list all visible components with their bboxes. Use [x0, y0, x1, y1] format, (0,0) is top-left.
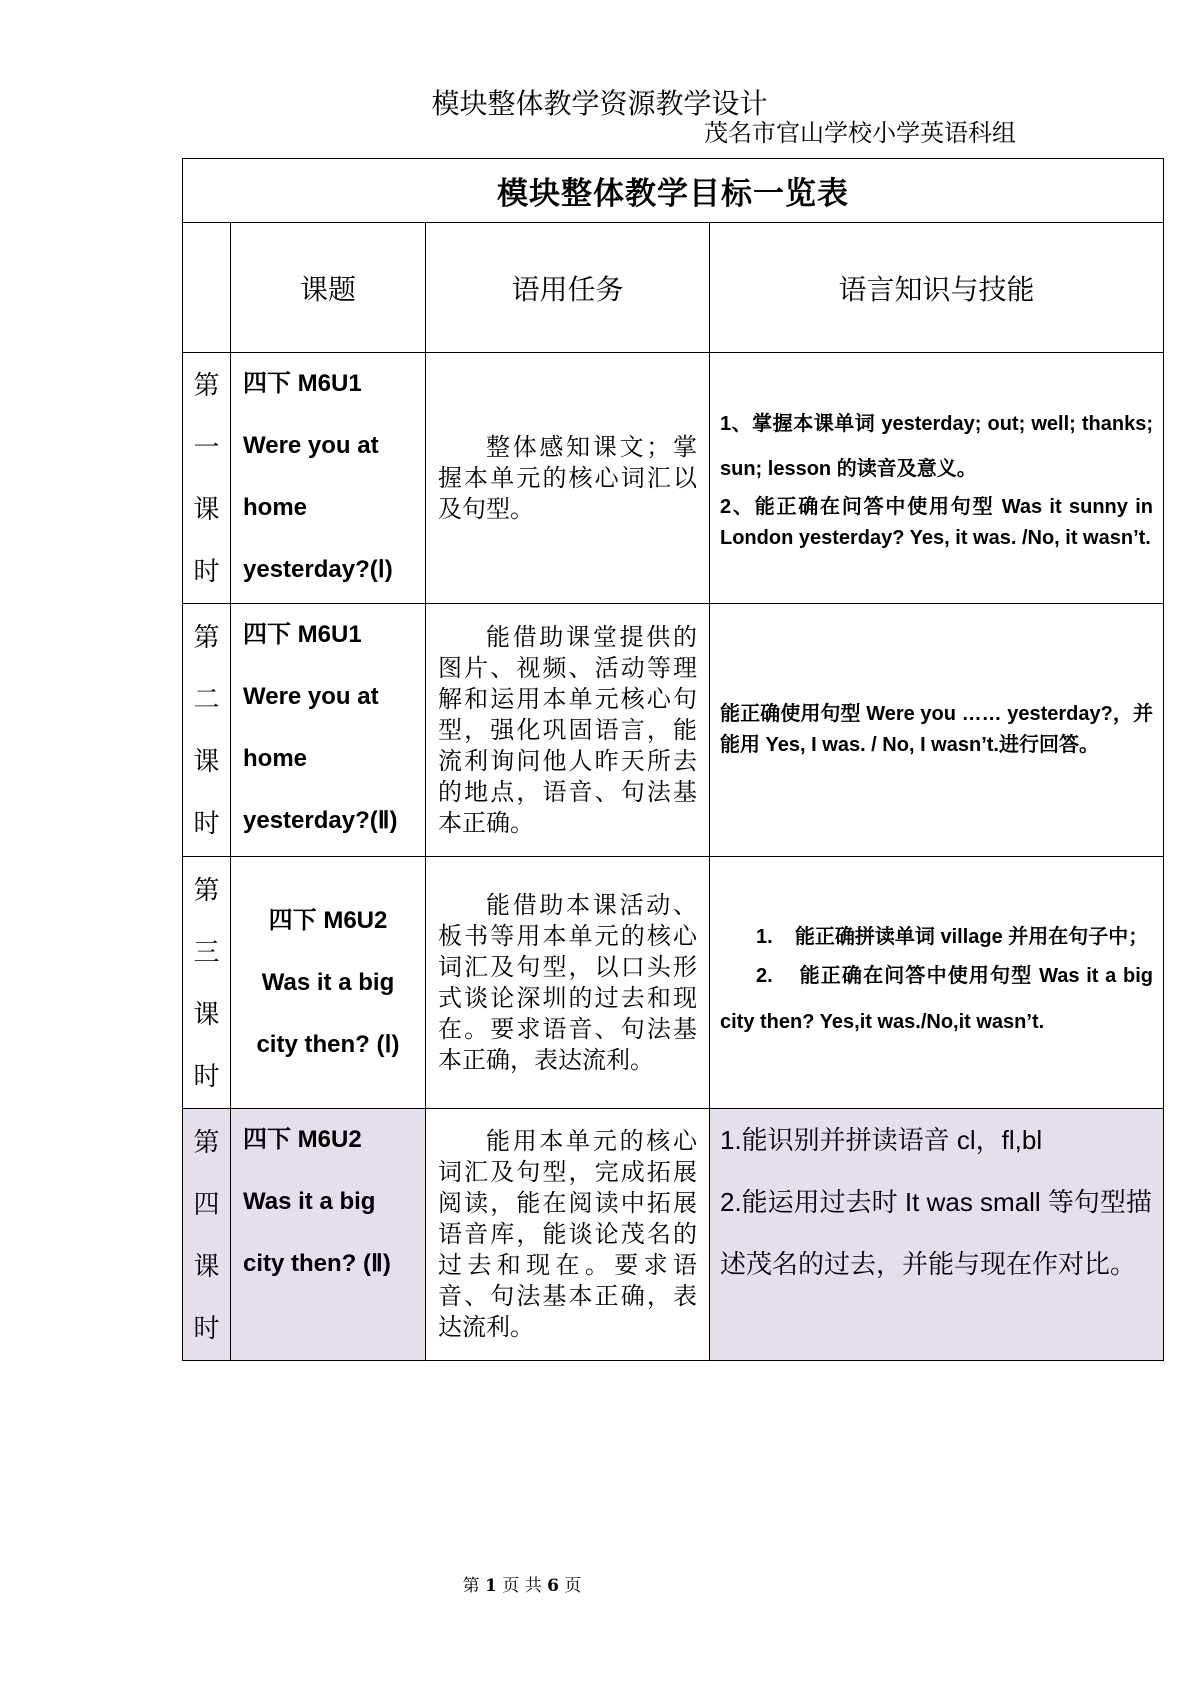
task-cell — [426, 1109, 710, 1361]
topic-line: yesterday?(Ⅰ) — [243, 556, 393, 583]
period-cell — [183, 1109, 231, 1361]
topic-cell — [231, 353, 426, 604]
task-text: 能用本单元的核心词汇及句型，完成拓展阅读，能在阅读中拓展语音库，能谈论茂名的过去和现在。要求语音、句法基本正确，表达流利。 — [438, 1128, 697, 1341]
topic-line: Was it a big — [261, 968, 395, 996]
topic-line: 四下 M6U2 — [268, 906, 388, 934]
document-title: 模块整体教学资源教学设计 — [431, 87, 768, 120]
skills-item: 2.能运用过去时 It was small 等句型描述茂名的过去，并能与现在作对比。 — [720, 1187, 1152, 1279]
period-label: 第一课时 — [193, 370, 220, 586]
table-row — [183, 604, 1164, 857]
task-text: 能借助本课活动、板书等用本单元的核心词汇及句型，以口头形式谈论深圳的过去和现在。要求语音、句法基本正确，表达流利。 — [438, 891, 697, 1074]
skills-cell — [710, 857, 1164, 1109]
table-row — [183, 857, 1164, 1109]
organization-name: 茂名市官山学校小学英语科组 — [704, 119, 1016, 147]
topic-line: 四下 M6U2 — [243, 1126, 362, 1153]
total-pages: 6 — [547, 1576, 559, 1596]
topic-cell — [231, 857, 426, 1109]
skills-item: 能正确使用句型 Were you …… yesterday?，并能用 Yes, I was. / No, I wasn’t.进行回答。 — [720, 703, 1153, 756]
period-cell — [183, 857, 231, 1109]
skills-item: 1. 能正确拼读单词 village 并用在句子中； — [756, 925, 1149, 948]
period-cell — [183, 353, 231, 604]
page-footer — [450, 1574, 594, 1598]
period-label: 第四课时 — [193, 1126, 220, 1343]
skills-item: 2、能正确在问答中使用句型 Was it sunny in London yesterday? Yes, it was. /No, it wasn’t. — [720, 496, 1153, 549]
skills-cell — [710, 604, 1164, 857]
topic-line: Were you at — [243, 683, 379, 710]
table-row — [183, 353, 1164, 604]
header-empty-cell — [183, 223, 231, 353]
header-skills: 语言知识与技能 — [710, 223, 1164, 353]
topic-line: yesterday?(Ⅱ) — [243, 807, 398, 834]
task-cell — [426, 857, 710, 1109]
topic-cell — [231, 604, 426, 857]
period-label: 第二课时 — [193, 622, 220, 838]
topic-line: Was it a big — [243, 1188, 376, 1215]
total-prefix: 共 — [524, 1576, 542, 1596]
teaching-goals-table — [182, 158, 1164, 1361]
table-header-row — [183, 223, 1164, 353]
table-row — [183, 1109, 1164, 1361]
skills-item: 1、掌握本课单词 yesterday; out; well; thanks; sun; lesson 的读音及意义。 — [720, 413, 1153, 480]
table-caption-row — [183, 159, 1164, 223]
total-suffix: 页 — [564, 1576, 582, 1596]
topic-line: home — [243, 494, 308, 521]
header-topic: 课题 — [231, 223, 426, 353]
page-number: 1 — [485, 1576, 497, 1596]
skills-cell — [710, 353, 1164, 604]
topic-cell — [231, 1109, 426, 1361]
page-prefix: 第 — [462, 1576, 480, 1596]
period-label: 第三课时 — [193, 874, 220, 1091]
header-task: 语用任务 — [426, 223, 710, 353]
topic-line: 四下 M6U1 — [243, 621, 362, 648]
topic-line: city then? (Ⅰ) — [256, 1030, 400, 1058]
task-text: 整体感知课文；掌握本单元的核心词汇以及句型。 — [438, 433, 697, 523]
table-caption: 模块整体教学目标一览表 — [183, 159, 1164, 223]
page-suffix: 页 — [502, 1576, 520, 1596]
skills-cell — [710, 1109, 1164, 1361]
task-cell — [426, 604, 710, 857]
topic-line: city then? (Ⅱ) — [243, 1250, 391, 1277]
skills-item: 2. 能正确在问答中使用句型 Was it a big city then? Yes,it was./No,it wasn’t. — [720, 964, 1159, 1033]
topic-line: home — [243, 745, 308, 772]
skills-item: 1.能识别并拼读语音 cl，fl,bl — [720, 1125, 1043, 1155]
task-cell — [426, 353, 710, 604]
period-cell — [183, 604, 231, 857]
topic-line: 四下 M6U1 — [243, 370, 362, 397]
task-text: 能借助课堂提供的图片、视频、活动等理解和运用本单元核心句型，强化巩固语言，能流利询问他人昨天所去的地点，语音、句法基本正确。 — [438, 623, 697, 837]
topic-line: Were you at — [243, 432, 379, 459]
